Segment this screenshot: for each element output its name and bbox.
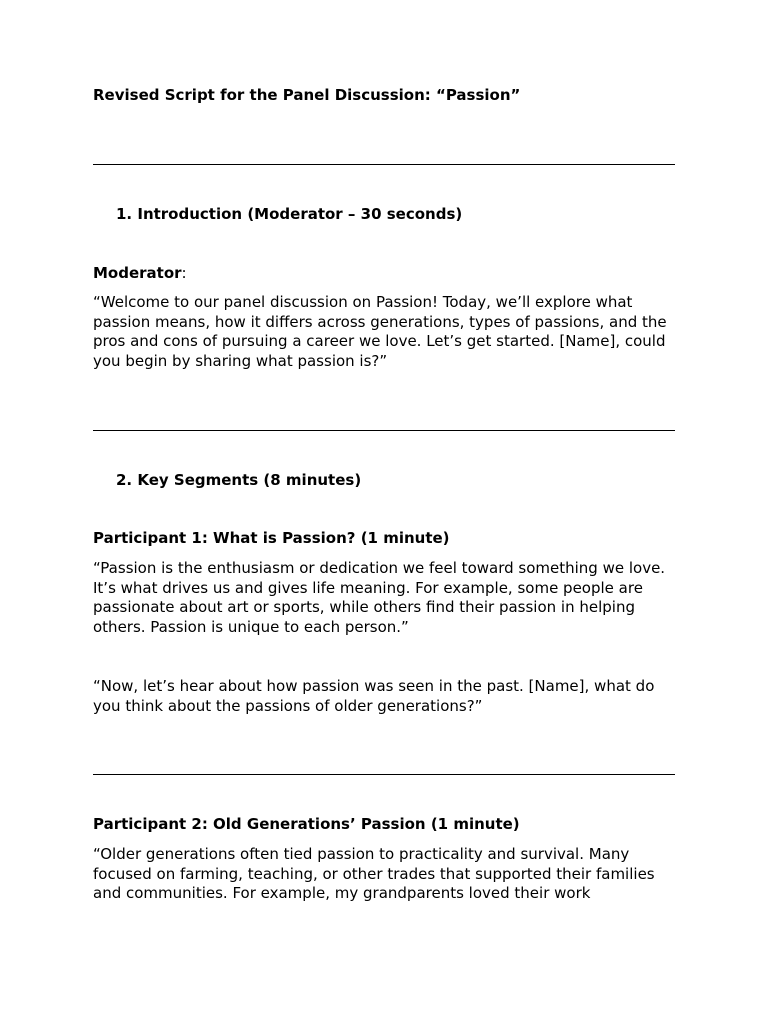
section-heading-introduction: 1. Introduction (Moderator – 30 seconds) (116, 205, 463, 223)
horizontal-rule (93, 164, 675, 165)
horizontal-rule (93, 774, 675, 775)
document-title: Revised Script for the Panel Discussion: “Passion” (93, 86, 521, 104)
horizontal-rule (93, 430, 675, 431)
participant-2-paragraph: “Older generations often tied passion to practicality and survival. Many focused on farming, teaching, or other trades that supported their families and communities. For example, my grandparents loved their work (93, 845, 655, 902)
participant-2-heading: Participant 2: Old Generations’ Passion (1 minute) (93, 815, 520, 833)
speaker-label: Moderator (93, 264, 182, 282)
speaker-suffix: : (181, 264, 187, 282)
section-heading-key-segments: 2. Key Segments (8 minutes) (116, 471, 362, 489)
participant-1-heading: Participant 1: What is Passion? (1 minute) (93, 529, 450, 547)
participant-1-paragraph: “Passion is the enthusiasm or dedication we feel toward something we love. It’s what drives us and gives life meaning. For example, some people are passionate about art or sports, while others find their passion in helping others. Passion is unique to each person.” (93, 559, 666, 636)
moderator-intro-paragraph: “Welcome to our panel discussion on Passion! Today, we’ll explore what passion means, how it differs across generations, types of passions, and the pros and cons of pursuing a career we love. Let’s get started. [Name], could you begin by sharing what passion is?” (93, 293, 667, 370)
speaker-line (93, 264, 675, 284)
moderator-transition-paragraph: “Now, let’s hear about how passion was seen in the past. [Name], what do you think about the passions of older generations?” (93, 677, 655, 715)
